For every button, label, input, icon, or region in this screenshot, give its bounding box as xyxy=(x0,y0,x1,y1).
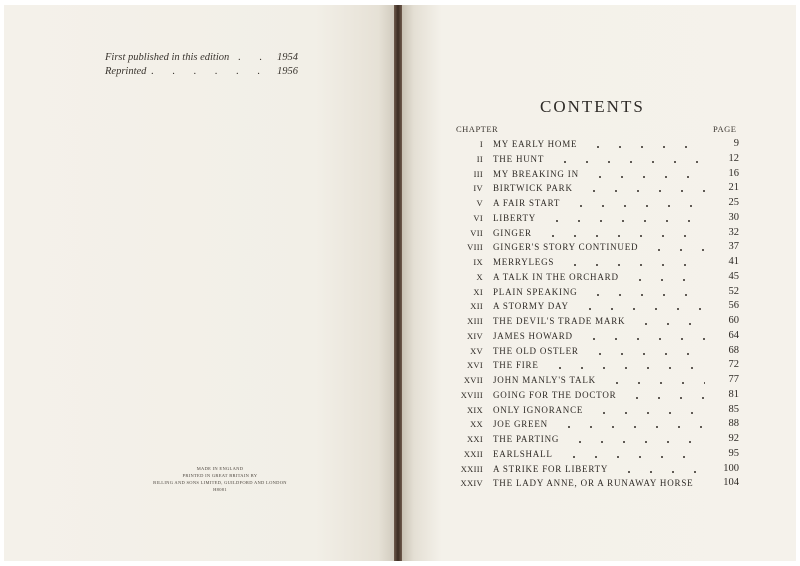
chapter-page: 68 xyxy=(728,344,739,356)
chapter-page: 60 xyxy=(728,315,739,326)
edition-label: First published in this edition xyxy=(105,52,230,63)
dot-leaders xyxy=(575,300,705,314)
toc-row xyxy=(440,315,745,330)
dot-leaders xyxy=(545,359,705,373)
chapter-number: II xyxy=(476,153,483,164)
toc-row xyxy=(440,404,745,419)
dot-leaders xyxy=(625,271,705,285)
chapter-page: 95 xyxy=(728,447,739,459)
chapter-page: 41 xyxy=(728,256,739,267)
chapter-number: XXIII xyxy=(460,463,483,474)
chapter-title: A TALK IN THE ORCHARD xyxy=(493,271,619,282)
chapter-page: 88 xyxy=(728,418,739,430)
chapter-title: JOHN MANLY'S TALK xyxy=(493,375,596,385)
dot-leaders xyxy=(585,168,705,182)
chapter-page: 30 xyxy=(728,211,739,223)
chapter-number: VI xyxy=(473,212,483,223)
toc-row xyxy=(440,448,745,463)
edition-year: 1954 xyxy=(277,52,298,63)
dot-leaders xyxy=(559,448,705,462)
chapter-number: VII xyxy=(470,227,483,238)
chapter-title: LIBERTY xyxy=(493,212,537,223)
toc-row xyxy=(440,153,745,168)
chapter-page: 16 xyxy=(728,167,739,179)
chapter-number: IX xyxy=(473,257,483,267)
chapter-page: 72 xyxy=(728,359,739,371)
dot-leaders xyxy=(622,389,705,403)
chapter-title: EARLSHALL xyxy=(493,448,553,459)
toc-row xyxy=(440,330,745,345)
dot-leaders xyxy=(614,463,705,477)
page-column-header: PAGE xyxy=(713,124,737,134)
toc-row xyxy=(440,197,745,212)
toc-row xyxy=(440,271,745,286)
dot-leaders xyxy=(579,182,705,196)
chapter-title: BIRTWICK PARK xyxy=(493,183,573,194)
chapter-title: GINGER xyxy=(493,227,532,238)
chapter-number: X xyxy=(476,271,483,282)
chapter-page: 92 xyxy=(728,433,739,444)
toc-row xyxy=(440,300,745,315)
chapter-page: 45 xyxy=(728,270,739,282)
toc-row xyxy=(440,256,745,271)
chapter-title: THE LADY ANNE, OR A RUNAWAY HORSE xyxy=(493,478,694,489)
chapter-number: XX xyxy=(470,419,483,430)
chapter-title: THE PARTING xyxy=(493,434,560,444)
chapter-title: ONLY IGNORANCE xyxy=(493,404,584,415)
toc-row xyxy=(440,374,745,389)
dot-leaders xyxy=(538,227,705,241)
chapter-number: XIV xyxy=(466,330,483,341)
chapter-page: 100 xyxy=(723,462,739,474)
chapter-title: THE FIRE xyxy=(493,360,539,371)
toc-row xyxy=(440,227,745,242)
toc-row xyxy=(440,345,745,360)
imprint-line: BILLING AND SONS LIMITED, GUILDFORD AND LONDON xyxy=(153,480,287,485)
chapter-number: XI xyxy=(473,286,483,297)
dot-leaders xyxy=(579,330,705,344)
chapter-title: MERRYLEGS xyxy=(493,257,555,267)
chapter-page: 25 xyxy=(728,197,739,208)
chapter-column-header: CHAPTER xyxy=(456,124,499,134)
toc-row xyxy=(440,463,745,478)
book-spine xyxy=(394,5,402,561)
toc-row xyxy=(440,418,745,433)
edition-label: Reprinted xyxy=(105,66,147,77)
dot-leaders xyxy=(699,477,705,491)
chapter-number: XXI xyxy=(466,434,483,444)
chapter-title: MY EARLY HOME xyxy=(493,139,578,149)
toc-row xyxy=(440,168,745,183)
chapter-page: 12 xyxy=(728,152,739,164)
chapter-title: PLAIN SPEAKING xyxy=(493,286,578,297)
dot-leaders xyxy=(542,212,705,226)
chapter-title: THE DEVIL'S TRADE MARK xyxy=(493,316,626,326)
chapter-number: XXII xyxy=(463,448,483,459)
chapter-number: XVII xyxy=(463,375,483,385)
chapter-number: XVIII xyxy=(460,389,483,400)
chapter-page: 21 xyxy=(728,182,739,194)
chapter-title: JOE GREEN xyxy=(493,419,548,430)
chapter-page: 56 xyxy=(728,300,739,312)
chapter-number: XII xyxy=(470,301,483,312)
chapter-page: 52 xyxy=(728,285,739,297)
dot-leaders xyxy=(631,315,705,329)
chapter-page: 64 xyxy=(728,329,739,341)
dot-leaders xyxy=(550,153,705,167)
chapter-number: I xyxy=(479,139,483,149)
chapter-title: THE OLD OSTLER xyxy=(493,345,579,356)
edition-info xyxy=(105,52,305,80)
toc-row xyxy=(440,182,745,197)
dot-leaders xyxy=(644,241,705,255)
toc-row xyxy=(440,389,745,404)
chapter-number: XIII xyxy=(467,316,483,326)
chapter-number: XVI xyxy=(466,360,483,371)
dot-leaders xyxy=(583,286,705,300)
chapter-title: MY BREAKING IN xyxy=(493,168,579,179)
table-of-contents xyxy=(440,138,745,492)
edition-row-first xyxy=(105,52,305,66)
dot-leaders xyxy=(602,374,705,388)
chapter-number: XV xyxy=(470,345,483,356)
chapter-page: 104 xyxy=(723,477,739,489)
chapter-page: 9 xyxy=(733,138,739,149)
chapter-title: THE HUNT xyxy=(493,153,545,164)
chapter-title: A FAIR START xyxy=(493,198,561,208)
chapter-page: 77 xyxy=(728,374,739,385)
printer-imprint xyxy=(140,465,300,493)
chapter-number: III xyxy=(473,168,483,179)
chapter-number: XXIV xyxy=(460,478,483,489)
chapter-page: 37 xyxy=(728,241,739,253)
imprint-line: PRINTED IN GREAT BRITAIN BY xyxy=(182,473,258,478)
dot-leaders xyxy=(554,418,705,432)
dot-leaders xyxy=(560,256,705,270)
chapter-title: A STORMY DAY xyxy=(493,301,569,312)
chapter-page: 32 xyxy=(728,226,739,238)
toc-row xyxy=(440,359,745,374)
chapter-title: A STRIKE FOR LIBERTY xyxy=(493,463,609,474)
imprint-line: H8081 xyxy=(213,487,227,492)
dot-leaders xyxy=(583,138,705,152)
chapter-number: IV xyxy=(473,183,483,194)
toc-row xyxy=(440,138,745,153)
chapter-title: GINGER'S STORY CONTINUED xyxy=(493,242,639,253)
dot-leaders xyxy=(565,433,705,447)
toc-row xyxy=(440,212,745,227)
imprint-line: MADE IN ENGLAND xyxy=(196,466,244,471)
dot-leaders xyxy=(566,197,705,211)
chapter-number: XIX xyxy=(466,404,483,415)
edition-dots: . . . . . . xyxy=(151,66,268,77)
edition-dots: . . xyxy=(238,52,270,63)
chapter-page: 81 xyxy=(728,388,739,400)
toc-row xyxy=(440,433,745,448)
chapter-number: V xyxy=(476,198,483,208)
chapter-number: VIII xyxy=(467,242,483,253)
dot-leaders xyxy=(589,404,705,418)
chapter-title: GOING FOR THE DOCTOR xyxy=(493,389,617,400)
toc-row xyxy=(440,241,745,256)
edition-year: 1956 xyxy=(277,66,298,77)
toc-row xyxy=(440,477,745,492)
edition-row-reprinted xyxy=(105,66,305,80)
chapter-title: JAMES HOWARD xyxy=(493,330,573,341)
toc-row xyxy=(440,286,745,301)
dot-leaders xyxy=(585,345,705,359)
contents-title: CONTENTS xyxy=(540,97,645,116)
chapter-page: 85 xyxy=(728,403,739,415)
